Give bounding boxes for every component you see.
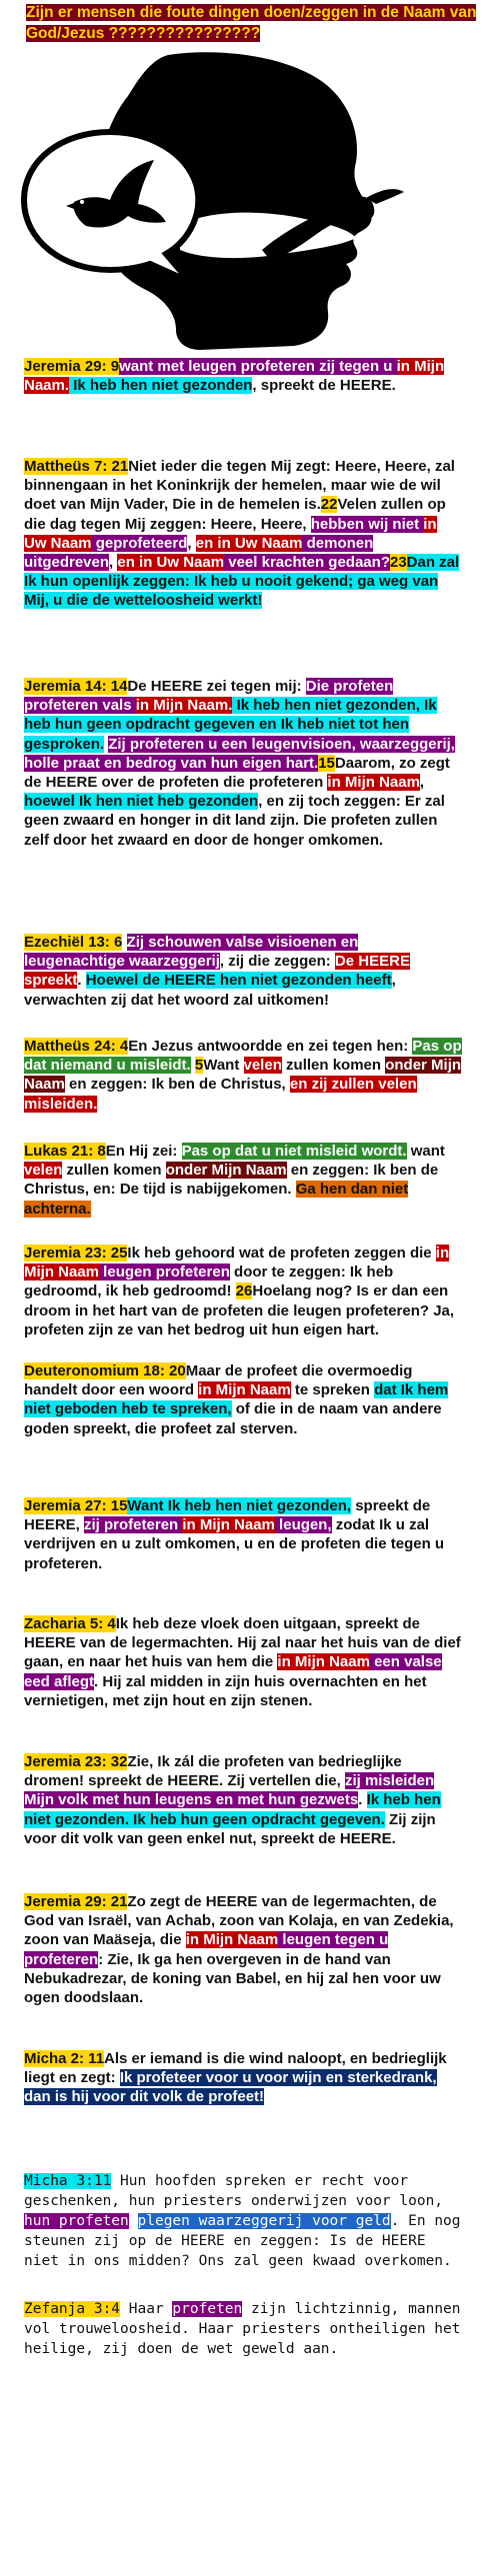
verse-text: Zo zegt de HEERE van de legermachten, de God van Israël, van Achab, zoon van Kolaja, en van Zedekia, zoon van Maäseja, die — [24, 1893, 454, 1949]
verse-text: De HEERE zei tegen mij: — [127, 678, 306, 695]
verse-text: Pas op dat u niet misleid wordt. — [181, 1143, 407, 1160]
verse-text: 5 — [194, 1057, 204, 1075]
verse-text: plegen waarzeggerij voor geld — [137, 2213, 391, 2229]
verse-text: Zij zijn voor dit volk van geen enkel nut, spreekt de HEERE. — [24, 1810, 436, 1847]
verse-text — [129, 2213, 138, 2229]
verse-text: want met leugen profeteren zij tegen u — [119, 358, 397, 375]
verse-text: onder Mijn Naam — [165, 1162, 287, 1180]
verse-text: : Zie, Ik ga hen overgeven in de hand van Nebukadrezar, de koning van Babel, en hij zal hen voor uw ogen doodslaan. — [24, 1950, 441, 2007]
verse-text: Want Ik heb hen niet gezonden, — [127, 1497, 352, 1514]
verse-text: in Mijn Naam. — [135, 697, 233, 715]
verse-reference: Jeremia 14: 14 — [24, 678, 128, 695]
passage-jer-27-15 — [0, 1496, 488, 1573]
verse-text: . — [358, 1791, 367, 1809]
verse-text: in Mijn Naam — [185, 1931, 279, 1949]
verse-reference: Jeremia 29: 9 — [24, 358, 120, 375]
verse-text: in Mijn Naam — [24, 1245, 450, 1282]
passage-mic-2-11 — [0, 2049, 488, 2107]
passage-jer-23-32 — [0, 1752, 488, 1848]
verse-text: , en zij toch zeggen: Er zal geen zwaard en honger in dit land zijn. Die profeten zullen zelf door het zwaard en door de honger omkomen. — [24, 793, 445, 849]
verse-text: Zij profeteren u een leugenvisioen, waarzeggerij, holle praat en bedrog van hun eigen hart. — [24, 735, 455, 772]
verse-text: 23 — [389, 554, 407, 572]
verse-text: Ik heb hen niet gezonden — [69, 377, 253, 395]
passage-jer-14-14 — [0, 677, 488, 850]
verse-text: demonen uitgedreven — [24, 534, 374, 572]
verse-text: zodat Ik u zal verdrijven en u zult omkomen, u en de profeten die tegen u profeteren. — [24, 1516, 445, 1572]
verse-text: in Mijn Naam — [277, 1653, 370, 1671]
verse-text: en zeggen: Ik ben de Christus, — [64, 1076, 290, 1094]
verse-reference: Jeremia 27: 15 — [24, 1497, 128, 1514]
verse-reference: Micha 3:11 — [24, 2173, 112, 2189]
verse-text: . — [77, 972, 86, 990]
verse-reference: Zacharia 5: 4 — [24, 1615, 116, 1632]
verse-text: velen — [243, 1057, 282, 1075]
verse-text: Niet ieder die tegen Mij zegt: Heere, Heere, zal binnengaan in het Koninkrijk der hemelen, maar wie de wil doet van Mijn Vader, Die in de hemelen is. — [24, 458, 455, 514]
verse-text: want — [406, 1143, 445, 1160]
verse-text: in Uw Naam — [24, 515, 437, 552]
verse-text: En Hij zei: — [105, 1143, 182, 1160]
verse-text: Ik heb gehoord wat de profeten zeggen die — [127, 1245, 436, 1262]
verse-text: 26 — [235, 1283, 253, 1300]
verse-text: En Jezus antwoordde en zei tegen hen: — [128, 1038, 413, 1055]
verse-text: veel krachten gedaan? — [224, 554, 390, 572]
verse-text: , spreekt de HEERE. — [252, 377, 396, 395]
verse-reference: Ezechiël 13: 6 — [24, 934, 123, 951]
passage-jer-23-25 — [0, 1244, 488, 1339]
verse-text: Daarom, zo zegt de HEERE over de profeten die profeteren — [24, 754, 450, 792]
verse-text: een valse eed aflegt — [24, 1653, 442, 1690]
verse-text: Want — [203, 1057, 244, 1075]
verse-text: zullen komen — [62, 1162, 166, 1180]
verse-text: hebben wij niet — [310, 515, 424, 533]
verse-text: leugen tegen u profeteren — [24, 1931, 389, 1968]
passage-jer-29-21 — [0, 1892, 488, 2007]
verse-text: Ik heb deze vloek doen uitgaan, spreekt de HEERE van de legermachten. Hij zal naar het huis van de dief gaan, en naar het huis van hem die — [24, 1615, 461, 1671]
verse-text: Hun hoofden spreken er recht voor geschenken, hun priesters onderwijzen voor loon, — [24, 2173, 444, 2209]
verse-text: Ga hen dan niet achterna. — [24, 1181, 409, 1218]
verse-reference: Zefanja 3:4 — [24, 2301, 121, 2317]
verse-text: in Mijn Naam — [182, 1516, 275, 1534]
verse-reference: Lukas 21: 8 — [24, 1143, 106, 1160]
passage-jer-29-9 — [0, 357, 488, 395]
verse-text: . Hij zal midden in zijn huis overnachten en het vernietigen, met zijn hout en zijn stenen. — [24, 1672, 427, 1709]
verse-text: velen — [24, 1162, 63, 1180]
verse-text: 22 — [320, 496, 338, 514]
verse-text — [122, 934, 126, 951]
illustration — [0, 50, 488, 385]
verse-text: hoewel Ik hen niet heb gezonden — [24, 793, 259, 811]
verse-text: in Mijn Naam — [198, 1381, 291, 1399]
verse-text: onder Mijn Naam — [24, 1057, 462, 1094]
verse-text: spreekt de HEERE, — [24, 1497, 431, 1534]
verse-text: zullen komen — [281, 1057, 386, 1075]
verse-text: geprofeteerd — [91, 534, 188, 552]
verse-text: . En nog steunen zij op de HEERE en zeggen: Is de HEERE niet in ons midden? Ons zal geen kwaad overkomen. — [24, 2213, 461, 2269]
verse-text: , — [109, 554, 118, 572]
page-title: Zijn er mensen die foute dingen doen/zeggen in de Naam van God/Jezus ???????????????? — [26, 4, 477, 42]
verse-text: en in Uw Naam — [195, 534, 303, 552]
verse-text: 15 — [318, 754, 335, 772]
verse-text: zijn lichtzinnig, mannen vol trouweloosheid. Haar priesters ontheiligen het heilige, zij doen de wet geweld aan. — [24, 2301, 461, 2357]
verse-text: hun profeten — [24, 2213, 129, 2229]
verse-text: Zie, Ik zál die profeten van bedrieglijke dromen! spreekt de HEERE. Zij vertellen die, — [24, 1753, 402, 1790]
verse-reference: Micha 2: 11 — [24, 2050, 105, 2067]
header — [0, 0, 488, 44]
passage-zef-3-4 — [0, 2299, 488, 2359]
verse-text: , verwachten zij dat het woord zal uitkomen! — [24, 972, 396, 1009]
verse-reference: Jeremia 29: 21 — [24, 1893, 128, 1910]
verse-text: of die in de naam van andere goden spreekt, die profeet zal sterven. — [24, 1400, 442, 1437]
verse-text: Maar de profeet die overmoedig handelt door een woord — [24, 1362, 413, 1399]
verse-text: Dan zal Ik hun openlijk zeggen: Ik heb u nooit gekend; ga weg van Mij, u die de wetteloosheid werkt! — [24, 554, 460, 610]
verse-text: profeten — [172, 2301, 243, 2317]
verse-text: Ik heb hen niet gezonden, Ik heb hun geen opdracht gegeven en Ik heb niet tot hen gesproken. — [24, 697, 437, 753]
verse-text: De HEERE spreekt — [24, 953, 410, 990]
verse-text: leugen profeteren — [99, 1264, 230, 1282]
verse-text: Die profeten profeteren vals — [24, 678, 394, 715]
verse-text: Zij schouwen valse visioenen en leugenachtige waarzeggerij — [24, 934, 359, 971]
verse-text: en in Uw Naam — [117, 554, 225, 572]
passage-mat-7-21 — [0, 457, 488, 611]
verse-text: , — [187, 534, 196, 552]
verse-text: Hoewel de HEERE hen niet gezonden heeft — [85, 972, 392, 990]
verse-reference: Mattheüs 24: 4 — [24, 1038, 129, 1055]
passage-zac-5-4 — [0, 1614, 488, 1710]
passage-mat-24-4 — [0, 1037, 488, 1114]
verse-text: Ik heb hen niet gezonden. Ik heb hun geen opdracht gegeven. — [24, 1791, 441, 1828]
passage-deu-18-20 — [0, 1361, 488, 1438]
verse-reference: Jeremia 23: 32 — [24, 1753, 128, 1770]
verse-text: zij profeteren — [84, 1516, 183, 1534]
verse-reference: Deuteronomium 18: 20 — [24, 1362, 186, 1379]
verse-text: Hoelang nog? Is er dan een droom in het hart van de profeten die leugen profeteren? Ja, profeten zijn ze van het bedrog uit hun eigen hart. — [24, 1283, 455, 1338]
verse-text: , — [419, 774, 425, 792]
verse-text: Als er iemand is die wind naloopt, en bedrieglijk liegt en zegt: — [24, 2050, 447, 2087]
verse-text: Haar — [120, 2301, 173, 2317]
verse-text: Velen zullen op die dag tegen Mij zeggen: Heere, Heere, — [24, 496, 446, 533]
passage-eze-13-6 — [0, 933, 488, 1010]
verse-text: zij misleiden Mijn volk met hun leugens en met hun gezwets — [24, 1772, 435, 1809]
verse-text: door te zeggen: Ik heb gedroomd, ik heb gedroomd! — [24, 1264, 394, 1300]
verse-text: Ik profeteer voor u voor wijn en sterkedrank, dan is hij voor dit volk de profeet! — [24, 2069, 437, 2106]
verse-text: en zij zullen velen misleiden. — [24, 1076, 417, 1113]
verse-text: , zij die zeggen: — [219, 953, 335, 971]
passage-luk-21-8 — [0, 1142, 488, 1219]
passage-mic-3-11 — [0, 2171, 488, 2271]
dove-from-mouth-illustration-icon — [0, 50, 488, 385]
verse-reference: Jeremia 23: 25 — [24, 1245, 128, 1262]
verse-text: in Mijn Naam — [327, 774, 420, 792]
verse-text: leugen, — [274, 1516, 332, 1534]
verse-reference: Mattheüs 7: 21 — [24, 458, 129, 475]
verse-text: te spreken — [290, 1381, 375, 1399]
verse-text: Pas op dat niemand u misleidt. — [24, 1038, 462, 1075]
verse-text: in Mijn Naam. — [24, 358, 445, 395]
verse-text: dat Ik hem niet geboden heb te spreken, — [24, 1381, 449, 1418]
verse-text: en zeggen: Ik ben de Christus, en: De tijd is nabijgekomen. — [24, 1162, 439, 1199]
